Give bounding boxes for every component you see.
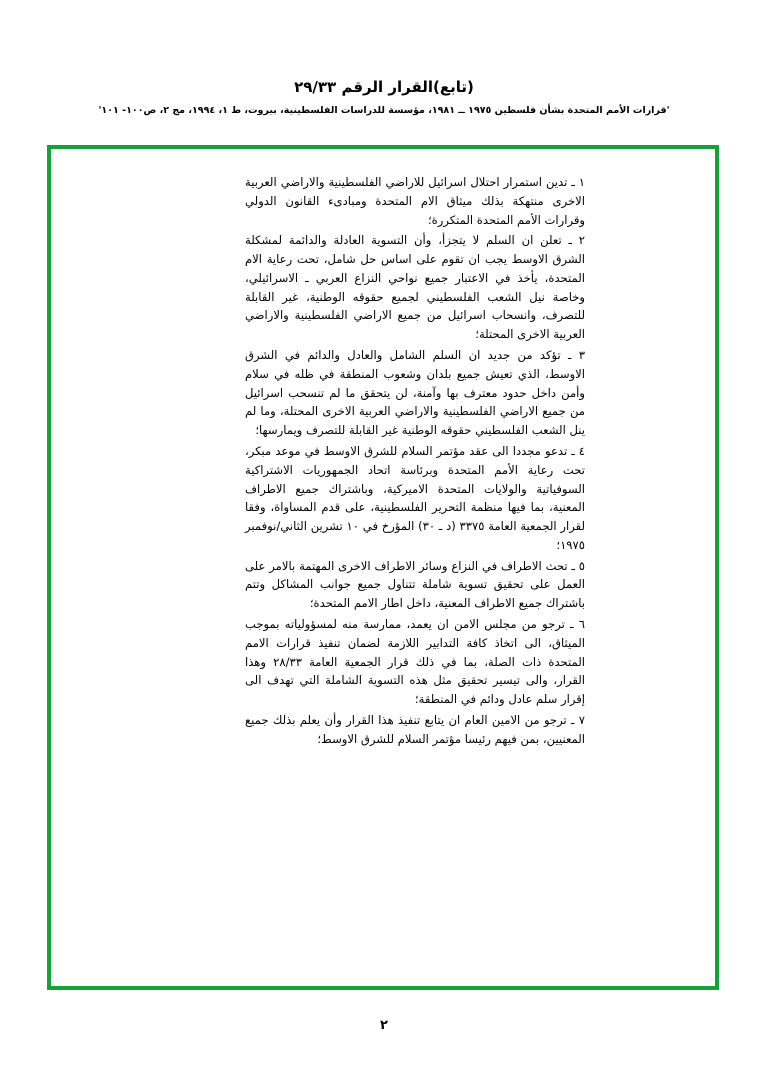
page-title: (تابع)القرار الرقم ٢٩/٣٣ xyxy=(294,78,474,96)
resolution-paragraph: ٦ ـ ترجو من مجلس الامن ان يعمد، ممارسة منه لمسؤولياته بموجب الميثاق، الى اتخاذ كافة التدابير اللازمة لضمان تنفيذ قرارات الامم المتحدة ذات الصلة، بما في ذلك قرار الجمعية العامة ٢٨/٣٣ وهذا القرار، والى تيسير تحقيق مثل هذه التسوية الشاملة التي تهدف الى إقرار سلم عادل ودائم في المنطقة؛ xyxy=(245,616,585,707)
resolution-paragraph: ٤ ـ تدعو مجددا الى عقد مؤتمر السلام للشرق الاوسط في موعد مبكر، تحت رعاية الأمم المتحدة وبرئاسة اتحاد الجمهوريات الاشتراكية السوفياتية والولايات المتحدة الاميركية، وباشتراك جميع الاطراف المعنية، بما فيها منظمة التحرير الفلسطينية، على قدم المساواة، وفقا لقرار الجمعية العامة ٣٣٧٥ (د ـ ٣٠) المؤرخ في ١٠ تشرين الثاني/نوفمبر ١٩٧٥؛ xyxy=(245,443,585,552)
content-frame-border xyxy=(47,145,719,990)
resolution-body xyxy=(245,173,585,748)
resolution-paragraph: ٧ ـ ترجو من الامين العام ان يتابع تنفيذ هذا القرار وأن يعلم بذلك جميع المعنيين، بمن فيهم رئيسا مؤتمر السلام للشرق الاوسط؛ xyxy=(245,712,585,746)
page-header xyxy=(0,78,768,116)
resolution-paragraph: ١ ـ تدين استمرار احتلال اسرائيل للاراضي الفلسطينية والاراضي العربية الاخرى منتهكة بذلك ميثاق الام المتحدة ومبادىء القانون الدولي وقرارات الأمم المتحدة المتكررة؛ xyxy=(245,175,585,227)
page-number: ٢ xyxy=(380,1018,388,1033)
source-citation: 'قرارات الأمم المتحدة بشأن فلسطين ١٩٧٥ ــ ١٩٨١، مؤسسة للدراسات الفلسطينية، بيروت، ط ١، ١٩٩٤، مج ٢، ص١٠٠- ١٠١' xyxy=(98,105,670,116)
resolution-paragraph: ٥ ـ تحث الاطراف في النزاع وسائر الاطراف الاخرى المهتمة بالامر على العمل على تحقيق تسوية شاملة تتناول جميع جوانب المشاكل وتتم باشتراك جميع الاطراف المعنية، داخل اطار الامم المتحدة؛ xyxy=(245,558,585,611)
resolution-paragraph: ٢ ـ تعلن ان السلم لا يتجزأ، وأن التسوية العادلة والدائمة لمشكلة الشرق الاوسط يجب ان تقوم على اساس حل شامل، تحت رعاية الام المتحدة، يأخذ في الاعتبار جميع نواحي النزاع العربي ـ الاسرائيلي، وخاصة نيل الشعب الفلسطيني لجميع حقوقه الوطنية، غير القابلة للتصرف، وانسحاب اسرائيل من جميع الاراضي الفلسطينية والاراضي العربية الاخرى المحتلة؛ xyxy=(245,233,585,342)
resolution-paragraph: ٣ ـ تؤكد من جديد ان السلم الشامل والعادل والدائم في الشرق الاوسط، الذي تعيش جميع بلدان وشعوب المنطقة في ظله في سلام وأمن داخل حدود معترف بها وآمنة، لن يتحقق ما لم تنسحب اسرائيل من جميع الاراضي الفلسطينية والاراضي العربية الاخرى المحتلة، وما لم ينل الشعب الفلسطيني حقوقه الوطنية غير القابلة للتصرف ويمارسها؛ xyxy=(245,348,585,438)
